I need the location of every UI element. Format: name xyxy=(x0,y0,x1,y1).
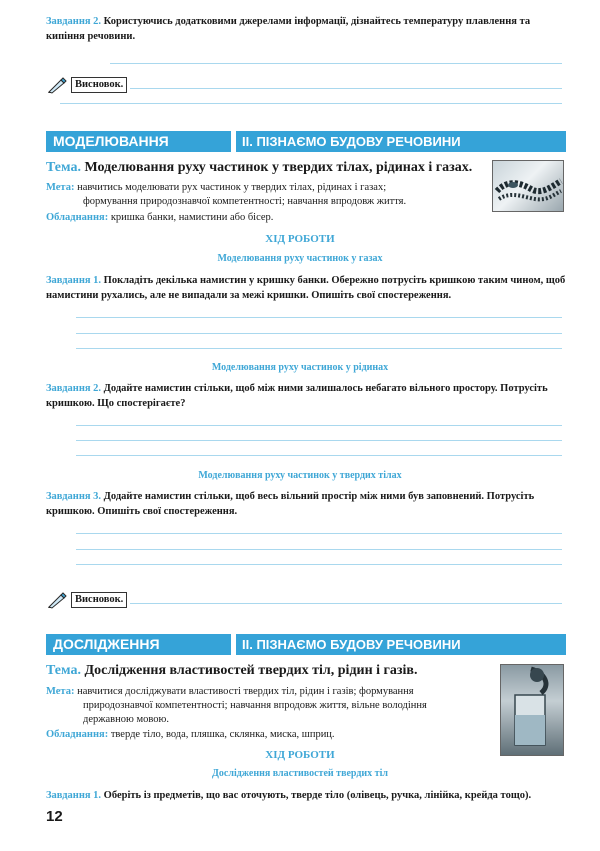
beads-image xyxy=(493,161,563,211)
theme-title xyxy=(46,663,418,679)
conclusion-label: Висновок. xyxy=(71,77,127,93)
theme-label: Тема. xyxy=(46,663,81,678)
answer-line[interactable] xyxy=(130,88,562,89)
experiment-image xyxy=(501,665,563,755)
answer-line[interactable] xyxy=(76,440,562,441)
pencil-icon xyxy=(47,76,69,94)
goal-label: Мета: xyxy=(46,182,75,193)
task-3 xyxy=(46,489,566,519)
task-text: Додайте намистин стільки, щоб весь вільний простір між ними був заповнений. Потрусіть кришкою. Опишіть свої спостереження. xyxy=(46,491,535,517)
answer-line[interactable] xyxy=(130,603,562,604)
band-chapter: II. ПІЗНАЄМО БУДОВУ РЕЧОВИНИ xyxy=(236,131,566,152)
answer-line[interactable] xyxy=(76,533,562,534)
task-text: Оберіть із предметів, що вас оточують, тверде тіло (олівець, ручка, лінійка, крейда тощо). xyxy=(103,790,532,801)
task-label: Завдання 2. xyxy=(46,16,102,27)
equipment-block xyxy=(46,211,486,225)
workflow-heading: ХІД РОБОТИ xyxy=(265,749,335,761)
experiment-photo xyxy=(500,664,564,756)
goal-line: державною мовою. xyxy=(83,714,169,725)
equipment-label: Обладнання: xyxy=(46,729,109,740)
goal-block xyxy=(46,685,496,727)
page-number: 12 xyxy=(46,808,63,825)
section-band-research xyxy=(46,634,566,655)
answer-line[interactable] xyxy=(76,564,562,565)
conclusion-label: Висновок. xyxy=(71,592,127,608)
section-band-modeling xyxy=(46,131,566,152)
equipment-text: тверде тіло, вода, пляшка, склянка, миска, шприц. xyxy=(110,729,335,740)
goal-block xyxy=(46,181,486,209)
task-1 xyxy=(46,273,566,303)
theme-text: Дослідження властивостей твердих тіл, рідин і газів. xyxy=(84,663,418,678)
workflow-heading: ХІД РОБОТИ xyxy=(265,233,335,245)
theme-title xyxy=(46,160,472,176)
answer-line[interactable] xyxy=(76,317,562,318)
answer-line[interactable] xyxy=(76,455,562,456)
goal-label: Мета: xyxy=(46,686,75,697)
answer-line[interactable] xyxy=(76,549,562,550)
answer-line[interactable] xyxy=(76,333,562,334)
task-2 xyxy=(46,381,566,411)
task-label: Завдання 2. xyxy=(46,383,102,394)
task-text: Користуючись додатковими джерелами інформації, дізнайтесь температуру плавлення та кипіння речовини. xyxy=(46,16,531,42)
task-text: Додайте намистин стільки, щоб між ними залишалось небагато вільного простору. Потрусіть кришкою. Що спостерігаєте? xyxy=(46,383,548,409)
answer-line[interactable] xyxy=(110,63,562,64)
goal-line: природознавчої компетентності; навчання впродовж життя, вільне володіння xyxy=(83,700,427,711)
equipment-label: Обладнання: xyxy=(46,212,109,223)
pencil-icon xyxy=(47,591,69,609)
top-task-2 xyxy=(46,14,566,44)
theme-label: Тема. xyxy=(46,160,81,175)
equipment-block xyxy=(46,728,496,742)
subheading: Моделювання руху частинок у газах xyxy=(217,253,383,264)
subheading: Моделювання руху частинок у рідинах xyxy=(211,362,389,373)
subheading: Моделювання руху частинок у твердих тілах xyxy=(198,470,402,481)
task-1 xyxy=(46,788,566,803)
band-title: МОДЕЛЮВАННЯ xyxy=(46,131,231,152)
band-title: ДОСЛІДЖЕННЯ xyxy=(46,634,231,655)
goal-line: навчитися досліджувати властивості твердих тіл, рідин і газів; формування xyxy=(77,686,414,697)
theme-text: Моделювання руху частинок у твердих тілах, рідинах і газах. xyxy=(84,160,473,175)
equipment-text: кришка банки, намистини або бісер. xyxy=(110,212,274,223)
subheading: Дослідження властивостей твердих тіл xyxy=(212,768,388,779)
band-chapter: II. ПІЗНАЄМО БУДОВУ РЕЧОВИНИ xyxy=(236,634,566,655)
answer-line[interactable] xyxy=(76,348,562,349)
task-label: Завдання 1. xyxy=(46,790,102,801)
answer-line[interactable] xyxy=(60,103,562,104)
beads-photo xyxy=(492,160,564,212)
task-text: Покладіть декілька намистин у кришку банки. Обережно потрусіть кришкою таким чином, щоб намистини рухались, але не випадали за межі кришки. Опишіть свої спостереження. xyxy=(46,275,566,301)
goal-line: навчитись моделювати рух частинок у твердих тілах, рідинах і газах; xyxy=(77,182,387,193)
task-label: Завдання 1. xyxy=(46,275,102,286)
answer-line[interactable] xyxy=(76,425,562,426)
goal-line: формування природознавчої компетентності; навчання впродовж життя. xyxy=(83,196,407,207)
task-label: Завдання 3. xyxy=(46,491,102,502)
